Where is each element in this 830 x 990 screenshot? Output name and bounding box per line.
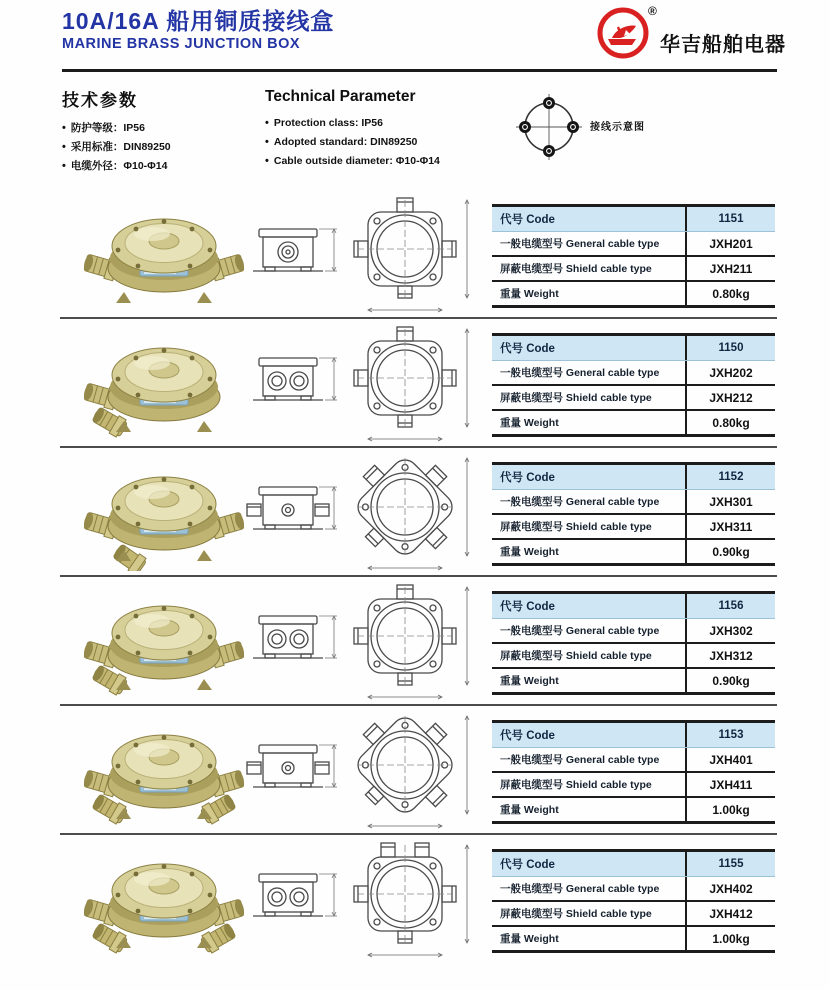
top-view-drawing bbox=[336, 450, 474, 574]
shield-cable-label: 屏蔽电缆型号 Shield cable type bbox=[500, 650, 652, 662]
spec-table bbox=[492, 462, 775, 566]
header-divider bbox=[62, 69, 777, 72]
top-view-drawing-icon bbox=[336, 192, 474, 316]
tech-param-item: • Cable outside diameter: Φ10-Φ14 bbox=[265, 152, 495, 171]
code-value: 1150 bbox=[685, 336, 775, 360]
code-value: 1155 bbox=[685, 852, 775, 876]
shield-cable-value: JXH411 bbox=[685, 773, 775, 796]
spec-row-weight bbox=[492, 667, 775, 692]
junction-box-photo-icon bbox=[84, 843, 244, 958]
code-label: 代号 Code bbox=[500, 859, 555, 871]
product-photo bbox=[84, 327, 244, 442]
top-view-drawing bbox=[336, 321, 474, 445]
product-row bbox=[0, 835, 830, 964]
bullet-icon: • bbox=[265, 136, 269, 148]
general-cable-value: JXH201 bbox=[685, 232, 775, 255]
weight-value: 0.90kg bbox=[685, 669, 775, 692]
spec-row-code bbox=[492, 207, 775, 232]
spec-row-shield bbox=[492, 513, 775, 538]
shield-cable-value: JXH312 bbox=[685, 644, 775, 667]
spec-row-general bbox=[492, 361, 775, 384]
top-view-drawing-icon bbox=[336, 450, 474, 574]
spec-row-general bbox=[492, 748, 775, 771]
side-view-drawing-icon bbox=[243, 474, 338, 546]
bullet-icon: • bbox=[62, 160, 66, 172]
product-photo bbox=[84, 714, 244, 829]
bullet-icon: • bbox=[265, 117, 269, 129]
general-cable-value: JXH401 bbox=[685, 748, 775, 771]
code-value: 1152 bbox=[685, 465, 775, 489]
shield-cable-label: 屏蔽电缆型号 Shield cable type bbox=[500, 779, 652, 791]
junction-box-photo-icon bbox=[84, 198, 244, 313]
shield-cable-value: JXH311 bbox=[685, 515, 775, 538]
weight-value: 0.90kg bbox=[685, 540, 775, 563]
code-label: 代号 Code bbox=[500, 472, 555, 484]
general-cable-label: 一般电缆型号 General cable type bbox=[500, 754, 660, 766]
weight-label: 重量 Weight bbox=[500, 804, 559, 816]
top-view-drawing bbox=[336, 708, 474, 832]
side-view-drawing bbox=[243, 603, 338, 675]
spec-row-weight bbox=[492, 925, 775, 950]
side-view-drawing-icon bbox=[243, 216, 338, 288]
side-view-drawing-icon bbox=[243, 861, 338, 933]
shield-cable-label: 屏蔽电缆型号 Shield cable type bbox=[500, 908, 652, 920]
weight-label: 重量 Weight bbox=[500, 417, 559, 429]
weight-value: 1.00kg bbox=[685, 798, 775, 821]
weight-label: 重量 Weight bbox=[500, 675, 559, 687]
spec-table bbox=[492, 849, 775, 953]
general-cable-value: JXH302 bbox=[685, 619, 775, 642]
code-value: 1153 bbox=[685, 723, 775, 747]
spec-row-general bbox=[492, 232, 775, 255]
tech-params-cn bbox=[62, 86, 262, 176]
page-title-cn: 10A/16A 船用铜质接线盒 bbox=[62, 8, 335, 34]
company-logo-icon bbox=[596, 6, 650, 60]
side-view-drawing-icon bbox=[243, 345, 338, 417]
general-cable-label: 一般电缆型号 General cable type bbox=[500, 238, 660, 250]
spec-row-general bbox=[492, 490, 775, 513]
page-title-en: MARINE BRASS JUNCTION BOX bbox=[62, 36, 301, 52]
side-view-drawing bbox=[243, 216, 338, 288]
side-view-drawing-icon bbox=[243, 732, 338, 804]
product-row bbox=[0, 577, 830, 706]
top-view-drawing bbox=[336, 192, 474, 316]
weight-value: 0.80kg bbox=[685, 411, 775, 434]
product-photo bbox=[84, 456, 244, 571]
bullet-icon: • bbox=[62, 141, 66, 153]
spec-row-code bbox=[492, 723, 775, 748]
tech-param-item: • Adopted standard: DIN89250 bbox=[265, 133, 495, 152]
bullet-icon: • bbox=[62, 122, 66, 134]
weight-label: 重量 Weight bbox=[500, 546, 559, 558]
shield-cable-label: 屏蔽电缆型号 Shield cable type bbox=[500, 521, 652, 533]
code-label: 代号 Code bbox=[500, 214, 555, 226]
spec-row-weight bbox=[492, 538, 775, 563]
top-view-drawing-icon bbox=[336, 579, 474, 703]
product-row bbox=[0, 706, 830, 835]
shield-cable-value: JXH211 bbox=[685, 257, 775, 280]
spec-row-shield bbox=[492, 384, 775, 409]
spec-table bbox=[492, 333, 775, 437]
spec-table bbox=[492, 204, 775, 308]
spec-row-code bbox=[492, 336, 775, 361]
shield-cable-value: JXH212 bbox=[685, 386, 775, 409]
side-view-drawing bbox=[243, 732, 338, 804]
tech-param-item: • 电缆外径：Φ10-Φ14 bbox=[62, 157, 262, 176]
top-view-drawing bbox=[336, 837, 474, 961]
tech-param-item: • Protection class: IP56 bbox=[265, 114, 495, 133]
weight-value: 1.00kg bbox=[685, 927, 775, 950]
spec-row-code bbox=[492, 594, 775, 619]
spec-row-weight bbox=[492, 280, 775, 305]
general-cable-label: 一般电缆型号 General cable type bbox=[500, 367, 660, 379]
tech-param-item: • 防护等级：IP56 bbox=[62, 119, 262, 138]
side-view-drawing bbox=[243, 861, 338, 933]
brand-block bbox=[596, 4, 796, 66]
general-cable-label: 一般电缆型号 General cable type bbox=[500, 625, 660, 637]
shield-cable-label: 屏蔽电缆型号 Shield cable type bbox=[500, 263, 652, 275]
spec-row-shield bbox=[492, 900, 775, 925]
product-rows bbox=[0, 190, 830, 964]
junction-box-photo-icon bbox=[84, 585, 244, 700]
side-view-drawing bbox=[243, 474, 338, 546]
registered-trademark: ® bbox=[648, 4, 657, 18]
product-photo bbox=[84, 843, 244, 958]
bullet-icon: • bbox=[265, 155, 269, 167]
tech-params-heading-en: Technical Parameter bbox=[265, 88, 416, 105]
product-photo bbox=[84, 585, 244, 700]
junction-wiring-schematic-icon bbox=[512, 90, 586, 164]
page-title-block bbox=[62, 8, 334, 52]
weight-label: 重量 Weight bbox=[500, 933, 559, 945]
tech-params-en bbox=[265, 88, 495, 171]
weight-value: 0.80kg bbox=[685, 282, 775, 305]
spec-row-weight bbox=[492, 409, 775, 434]
shield-cable-label: 屏蔽电缆型号 Shield cable type bbox=[500, 392, 652, 404]
code-label: 代号 Code bbox=[500, 343, 555, 355]
spec-row-code bbox=[492, 852, 775, 877]
top-view-drawing bbox=[336, 579, 474, 703]
general-cable-value: JXH202 bbox=[685, 361, 775, 384]
code-label: 代号 Code bbox=[500, 601, 555, 613]
product-row bbox=[0, 448, 830, 577]
spec-table bbox=[492, 720, 775, 824]
product-row bbox=[0, 190, 830, 319]
junction-box-photo-icon bbox=[84, 714, 244, 829]
tech-params-heading-cn: 技术参数 bbox=[62, 91, 138, 110]
wiring-schematic bbox=[512, 90, 762, 170]
spec-row-shield bbox=[492, 255, 775, 280]
general-cable-value: JXH301 bbox=[685, 490, 775, 513]
general-cable-label: 一般电缆型号 General cable type bbox=[500, 496, 660, 508]
tech-param-item: • 采用标准：DIN89250 bbox=[62, 138, 262, 157]
spec-row-general bbox=[492, 877, 775, 900]
junction-box-photo-icon bbox=[84, 327, 244, 442]
side-view-drawing-icon bbox=[243, 603, 338, 675]
junction-box-photo-icon bbox=[84, 456, 244, 571]
spec-row-general bbox=[492, 619, 775, 642]
code-value: 1156 bbox=[685, 594, 775, 618]
company-name: 华吉船舶电器 bbox=[660, 34, 786, 56]
product-photo bbox=[84, 198, 244, 313]
wiring-schematic-label: 接线示意图 bbox=[590, 122, 645, 133]
spec-row-weight bbox=[492, 796, 775, 821]
code-label: 代号 Code bbox=[500, 730, 555, 742]
general-cable-value: JXH402 bbox=[685, 877, 775, 900]
side-view-drawing bbox=[243, 345, 338, 417]
top-view-drawing-icon bbox=[336, 837, 474, 961]
spec-row-shield bbox=[492, 771, 775, 796]
spec-row-shield bbox=[492, 642, 775, 667]
product-row bbox=[0, 319, 830, 448]
spec-row-code bbox=[492, 465, 775, 490]
spec-table bbox=[492, 591, 775, 695]
shield-cable-value: JXH412 bbox=[685, 902, 775, 925]
top-view-drawing-icon bbox=[336, 708, 474, 832]
code-value: 1151 bbox=[685, 207, 775, 231]
top-view-drawing-icon bbox=[336, 321, 474, 445]
weight-label: 重量 Weight bbox=[500, 288, 559, 300]
general-cable-label: 一般电缆型号 General cable type bbox=[500, 883, 660, 895]
